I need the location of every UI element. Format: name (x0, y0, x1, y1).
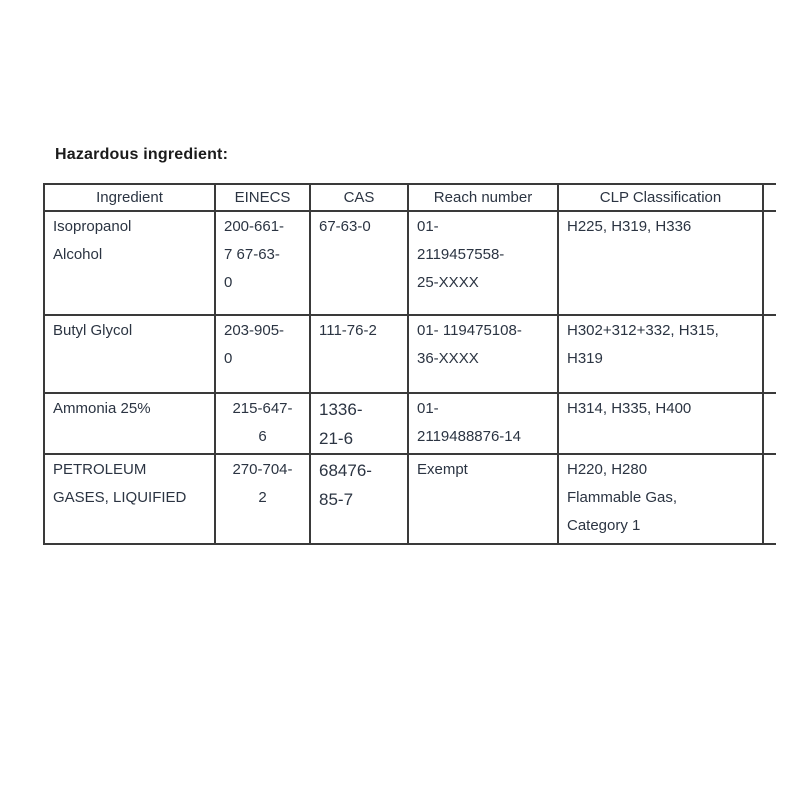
table-edge-overshoot (763, 184, 776, 211)
cell-line: 7 67-63- (224, 246, 280, 263)
cell-line: H319 (567, 350, 603, 367)
table-edge-overshoot (763, 315, 776, 393)
table-cell (310, 454, 408, 544)
cell-line: PETROLEUM (53, 461, 147, 478)
column-header-clp-classification: CLP Classification (558, 184, 763, 211)
table-edge-overshoot (763, 393, 776, 454)
cell-line: 270-704- (232, 461, 293, 478)
table-cell (44, 454, 215, 544)
cell-line: 215-647- (232, 400, 293, 417)
table-cell (558, 211, 763, 315)
table-cell (44, 315, 215, 393)
cell-line: H225, H319, H336 (567, 218, 692, 235)
table-cell (408, 211, 558, 315)
column-header-cas: CAS (310, 184, 408, 211)
cell-line: Exempt (417, 461, 468, 478)
table-cell (408, 454, 558, 544)
cell-line: 21-6 (319, 429, 354, 448)
cell-line: Butyl Glycol (53, 322, 133, 339)
table-cell (44, 211, 215, 315)
table-edge-overshoot (763, 454, 776, 544)
table-cell (310, 315, 408, 393)
table-cell (215, 393, 310, 454)
table-cell (215, 315, 310, 393)
cell-line: 68476- (319, 461, 372, 480)
cell-line: Category 1 (567, 517, 641, 534)
table-row (44, 211, 776, 315)
hazardous-ingredients-table (43, 183, 776, 545)
cell-line: H314, H335, H400 (567, 400, 692, 417)
section-heading: Hazardous ingredient: (55, 146, 229, 163)
cell-line: 01- (417, 218, 439, 235)
cell-line: 0 (224, 274, 233, 291)
cell-line: 25-XXXX (417, 274, 479, 291)
cell-line: 67-63-0 (319, 218, 371, 235)
cell-line: Ammonia 25% (53, 400, 151, 417)
cell-line: 01- 119475108- (417, 322, 522, 339)
cell-line: 6 (258, 428, 267, 445)
column-header-reach-number: Reach number (408, 184, 558, 211)
table-edge-overshoot (763, 211, 776, 315)
table-header-row (44, 184, 776, 211)
table-cell (310, 211, 408, 315)
cell-line: H220, H280 (567, 461, 648, 478)
cell-line: 1336- (319, 400, 363, 419)
cell-line: 01- (417, 400, 439, 417)
cell-line: 203-905- (224, 322, 285, 339)
table-cell (558, 393, 763, 454)
table-row (44, 393, 776, 454)
table-cell (215, 211, 310, 315)
cell-line: 2 (258, 489, 267, 506)
table-row (44, 454, 776, 544)
table-row (44, 315, 776, 393)
cell-line: 2119457558- (417, 246, 505, 263)
table-cell (44, 393, 215, 454)
cell-line: Flammable Gas, (567, 489, 678, 506)
cell-line: 85-7 (319, 490, 354, 509)
cell-line: 200-661- (224, 218, 285, 235)
cell-line: 2119488876-14 (417, 428, 521, 445)
column-header-einecs: EINECS (215, 184, 310, 211)
table-cell (408, 393, 558, 454)
cell-line: H302+312+332, H315, (567, 322, 719, 339)
cell-line: 36-XXXX (417, 350, 479, 367)
table-cell (215, 454, 310, 544)
cell-line: 111-76-2 (319, 322, 377, 339)
column-header-ingredient: Ingredient (44, 184, 215, 211)
cell-line: 0 (224, 350, 233, 367)
table-cell (558, 454, 763, 544)
table-cell (310, 393, 408, 454)
table-cell (558, 315, 763, 393)
cell-line: Isopropanol (53, 218, 132, 235)
cell-line: GASES, LIQUIFIED (53, 489, 187, 506)
table-cell (408, 315, 558, 393)
cell-line: Alcohol (53, 246, 103, 263)
